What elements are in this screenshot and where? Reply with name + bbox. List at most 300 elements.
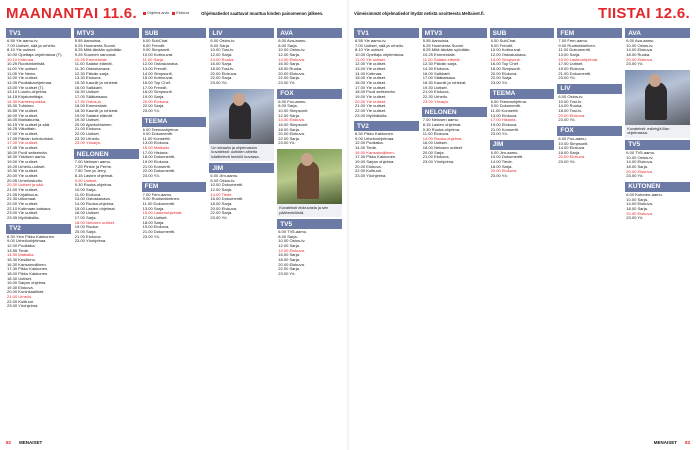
program-item: 14.00 Simpsonit. (490, 57, 521, 62)
channel-block-fox (557, 126, 622, 166)
program-item: 20.00 Elokuva. (626, 57, 653, 62)
program-item: 10.00 Ostos-tv. (626, 43, 654, 48)
program-item: 14.15 Kirjatoimittaja. (7, 94, 44, 99)
rating-icon (143, 12, 146, 15)
channel-block-jim (490, 140, 555, 180)
program-item: 22.00 Sarja. (210, 76, 233, 81)
program-item: 18.30 Ykkösen aamu. (7, 155, 47, 160)
right-page-header (348, 0, 696, 26)
program-item: 23.00 Yö. (490, 174, 508, 179)
channel-name: AVA (277, 28, 342, 38)
program-item: 6.00 Ostos-tv. (210, 39, 236, 43)
program-item: 10.00 Dokumentti. (210, 183, 244, 188)
program-item: 19.30 Yle uutiset. (7, 169, 39, 174)
program-item: 11.05 Yle News. (7, 71, 37, 76)
right-col-5 (625, 28, 690, 432)
program-item: 10.00 Tosi-tv. (558, 99, 583, 104)
program-item: 6.00 Ostos-tv. (558, 94, 584, 99)
program-item: 8.15 Lasten ohjelmat. (422, 122, 462, 127)
channel-name: SUB (142, 28, 207, 38)
program-item: 10.00 Simpsonit. (558, 141, 589, 146)
program-item: 14.00 Elokuva. (558, 146, 586, 151)
program-item: 7.00 Uutiset, sää ja urheilu. (355, 43, 405, 48)
program-item: 11.00 Yle uutiset. (355, 57, 386, 62)
photo-caption: Kuvateksti elokuvasta ja sen päähenkilöstä. (277, 204, 342, 217)
left-page-header (0, 0, 348, 26)
program-item: 14.00 Tiede. (490, 160, 513, 165)
program-item: 8.15 Lasten ohjelmat. (74, 174, 114, 179)
program-item: 22.00 Sarja. (142, 104, 165, 109)
program-item: 12.00 Ostoskanava. (490, 52, 527, 57)
program-list (422, 117, 487, 166)
left-footer (6, 436, 342, 448)
program-item: 14.30 Matkalla. (7, 253, 35, 258)
program-item: 15.30 Kauniit ja rohkeat. (74, 80, 119, 85)
program-item: 10.00 Sarja. (626, 197, 649, 202)
program-item: 23.00 Yö. (626, 62, 644, 67)
program-item: 21.00 Dokumentti. (558, 71, 592, 76)
program-list (422, 38, 487, 105)
program-item: 6.55 Yle aamu-tv. (7, 39, 39, 43)
channel-name: AVA (625, 28, 690, 38)
program-item: 17.00 Sarja. (74, 215, 97, 220)
program-item: 8.00 Frendit. (490, 43, 514, 48)
program-item: 18.30 Kauniit ja rohkeat. (74, 108, 119, 113)
program-item: 16.00 Uutiset. (74, 211, 100, 216)
program-item: 20.00 Elokuva. (142, 99, 170, 104)
program-item: 19.00 Sarja. (142, 94, 165, 99)
program-item: 5.55 Aamuisia. (74, 39, 102, 43)
right-footer (354, 436, 690, 448)
program-item: 10.00 Ostos-tv. (626, 155, 654, 160)
channel-block-tv1 (6, 28, 71, 222)
program-item: 7.50 Tom ja Jerry. (74, 169, 107, 174)
program-item: 22.00 Sarja. (278, 76, 301, 81)
program-item: 10.00 Kotirouvat. (490, 48, 522, 53)
right-brand: MENAISET (653, 439, 677, 445)
channel-name: KUTONEN (625, 182, 690, 192)
program-item: 13.30 Elokuva. (74, 76, 102, 81)
page-fold (347, 0, 349, 450)
program-item: 23.00 Yö. (278, 141, 296, 146)
program-list (354, 131, 419, 180)
program-item: 16.00 Yle uutiset. (355, 80, 387, 85)
program-list (557, 38, 622, 82)
program-item: 22.00 Sarja. (490, 76, 513, 81)
program-item: 13.00 Elokuva. (142, 141, 170, 146)
program-list (490, 150, 555, 180)
program-item: 6.00 Ava-aamu. (278, 39, 307, 43)
channel-name: NELONEN (74, 149, 139, 159)
program-item: 18.00 Dokumentti. (142, 155, 176, 160)
program-item: 10.00 Ostos-tv. (278, 239, 306, 244)
channel-name: TV1 (354, 28, 419, 38)
program-item: 15.00 Matkailu. (142, 146, 171, 151)
program-item: 7.00 Fem-aamu. (142, 192, 173, 197)
program-item: 16.00 Dokumentti. (210, 197, 244, 202)
program-item: 14.00 Tiede. (355, 146, 378, 151)
program-item: 22.10 Kotimaan katsaus. (7, 206, 52, 211)
program-item: 16.00 Kansainvälinen. (355, 150, 395, 155)
program-item: 19.30 Elokuva. (7, 285, 34, 290)
program-item: 19.00 Sarjan ohjelma. (355, 160, 395, 165)
program-list (142, 38, 207, 115)
program-photo (277, 149, 342, 217)
program-list (6, 38, 71, 222)
program-item: 16.00 Sarja. (278, 62, 301, 67)
program-item: 20.00 Elokuva. (355, 164, 382, 169)
program-item: 14.00 Tiede. (210, 192, 233, 197)
program-item: 21.05 Kirjallisuus. (7, 192, 39, 197)
photo-caption: Un ideaalin ja ohjelmaston kuvateksti: uutisten aiheita käsittelevä henkilö kuvassa. (209, 144, 274, 162)
program-item: 6.00 SubChat. (142, 39, 169, 43)
program-item: 6.00 Kutonen-aamu. (626, 192, 663, 197)
program-item: 17.30 Pikku Kakkonen. (355, 155, 397, 160)
program-item: 10.25 Ruotsinkielistä. (7, 62, 46, 67)
program-item: 18.00 Tosi-tv. (558, 108, 583, 113)
program-item: 12.00 Sarja. (278, 113, 301, 118)
program-item: 23.00 Yöohjelma. (74, 239, 107, 244)
person-body-shape (229, 101, 251, 139)
program-item: 21.00 Elokuva. (74, 127, 102, 132)
right-col-1 (354, 28, 419, 432)
program-item: 6.00 Teemaohjelma. (490, 99, 527, 104)
program-item: 23.00 Yö. (490, 80, 508, 85)
program-item: 18.00 Sarja. (278, 127, 301, 132)
program-item: 7.00 Uutiset, sää ja urheilu. (7, 43, 57, 48)
program-item: 20.00 Elokuva. (278, 71, 305, 76)
program-item: 8.25 Mitä tänään syödään. (422, 48, 471, 53)
program-item: 17.00 Historia. (142, 150, 169, 155)
channel-name: NELONEN (422, 107, 487, 117)
program-item: 17.00 Sääkatsaus. (74, 94, 109, 99)
program-item: 22.00 Sarja. (210, 211, 233, 216)
program-item: 16.30 Uutiset. (74, 90, 100, 95)
right-page (354, 28, 690, 432)
program-item: 23.00 Yö. (278, 272, 296, 277)
program-item: 23.05 Myöhäisilta. (7, 215, 40, 220)
left-col-5 (277, 28, 342, 432)
program-item: 13.55 Tiede. (7, 248, 30, 253)
program-item: 22.00 Sarja. (278, 267, 301, 272)
program-item: 12.00 Puoliaika. (7, 243, 36, 248)
channel-name: TV2 (354, 121, 419, 131)
program-item: 16.00 Salkkarit. (422, 71, 451, 76)
program-item: 22.00 Kulttuuri. (7, 299, 35, 304)
program-item: 22.30 Urheilu. (422, 94, 448, 99)
photo-image (625, 70, 690, 125)
program-item: 22.30 Urheilu. (74, 136, 100, 141)
program-item: 18.00 Sarja. (142, 220, 165, 225)
program-item: 18.00 Ruoka. (626, 52, 651, 57)
program-item: 14.00 Ruoka. (558, 104, 583, 109)
program-item: 23.00 Yö. (142, 108, 160, 113)
program-item: 7.00 Fem-aamu. (558, 39, 589, 43)
channel-block-jim (209, 163, 274, 222)
program-item: 14.35 Kanteenpaikka. (7, 99, 47, 104)
program-item: 10.00 Sarja. (74, 188, 97, 193)
program-item: 14.00 Elokuva. (278, 248, 305, 253)
program-item: 5.55 Aamuisia. (422, 39, 450, 43)
channel-block-tv2 (6, 224, 71, 311)
channel-name: FOX (277, 89, 342, 99)
legend-movie: Elokuva (172, 11, 189, 15)
program-photo (209, 89, 274, 162)
program-item: 6.30 Pikku Kakkonen. (355, 132, 395, 137)
program-item: 17.05 Päivän kohokohdat. (7, 136, 54, 141)
program-item: 21.00 Konsertti. (142, 164, 171, 169)
program-item: 21.00 Yle uutiset. (7, 188, 39, 192)
program-item: 18.00 Nelosen uutiset. (422, 146, 464, 151)
program-item: 17.00 Frendit. (142, 85, 168, 90)
program-item: 17.30 Yle uutiset. (7, 141, 39, 146)
left-day-title: MAANANTAI 11.6. (6, 4, 137, 22)
channel-block-nelonen (74, 149, 139, 245)
program-item: 20.00 Sarja. (422, 150, 445, 155)
program-item: 16.00 Sarja. (210, 62, 233, 67)
channel-block-teema (490, 89, 555, 138)
program-item: 12.00 Sarja. (278, 52, 301, 57)
left-col-1 (6, 28, 71, 432)
program-item: 18.00 Puoli seitsemän. (7, 150, 48, 155)
program-item: 16.00 Top Chef. (490, 62, 520, 67)
program-item: 19.00 Yle uutiset. (355, 94, 387, 99)
program-item: 20.00 Sarja. (74, 229, 97, 234)
program-list (557, 136, 622, 166)
channel-name: LIV (209, 28, 274, 38)
program-item: 13.00 Sarja. (142, 206, 165, 211)
program-item: 22.00 Sarja. (278, 136, 301, 141)
program-list (74, 38, 139, 147)
program-item: 20.00 Elokuva. (558, 155, 586, 160)
program-item: 17.00 Yle uutiset. (7, 132, 39, 137)
program-item: 23.00 Yö. (490, 132, 508, 137)
channel-block-ava (625, 28, 690, 68)
program-item: 20.00 Yle uutiset. (7, 174, 39, 179)
program-item: 11.00 Salatut elämät. (422, 57, 461, 62)
program-item: 19.00 Elokuva. (490, 122, 518, 127)
program-item: 21.00 Elokuva. (422, 90, 450, 95)
channel-block-mtv3 (74, 28, 139, 147)
program-item: 23.00 Yösarja. (422, 99, 449, 104)
program-list (625, 38, 690, 68)
program-item: 12.00 Yle uutiset. (355, 62, 387, 67)
left-page (6, 28, 342, 432)
program-item: 16.15 Yle uutiset ja sää. (7, 122, 51, 127)
program-item: 8.25 Mitä tänään syödään. (74, 48, 123, 53)
person-body-shape (297, 161, 319, 199)
left-tagline: Ohjelmatiedot saattavat muuttua kinden painomenon jälkeen. (201, 10, 324, 16)
program-item: 6.00 TV5-aamu. (626, 150, 656, 155)
program-list (142, 127, 207, 180)
program-item: 19.20 Urheilu-uutiset. (7, 164, 46, 169)
right-col-2 (422, 28, 487, 432)
program-item: 16.00 Sarja. (278, 253, 301, 258)
program-item: 20.00 Elokuva. (278, 132, 305, 137)
program-item: 15.00 Yle uutiset. (355, 76, 387, 81)
program-item: 9.00 Urheiluohjelmaa. (355, 136, 395, 141)
program-item: 14.00 Kotimaa. (355, 71, 383, 76)
program-item: 14.00 Ruoka-ohjelma. (422, 136, 463, 141)
program-item: 18.00 Sarja. (490, 164, 513, 169)
program-item: 23.00 Yö. (558, 76, 576, 81)
program-item: 8.00 Ostos-tv. (210, 178, 236, 183)
program-list (490, 99, 555, 138)
channel-block-tv5 (277, 219, 342, 278)
right-page-number: 83 (684, 439, 690, 445)
program-item: 10.00 Simpsonit. (278, 108, 309, 113)
channel-name: FOX (557, 126, 622, 136)
program-item: 20.00 Elokuva. (278, 262, 305, 267)
program-item: 9.30 Ruoka-ohjelma. (422, 127, 461, 132)
legend-rating: Ohjelma-arvio (143, 11, 169, 15)
program-list (557, 94, 622, 124)
program-item: 17.00 Historia. (490, 118, 517, 123)
channel-block-fem (142, 182, 207, 241)
program-item: 20.00 Yle uutiset. (355, 99, 387, 104)
program-item: 17.00 Sääkatsaus. (422, 76, 457, 81)
program-item: 9.00 Urheiluohjelmaa. (7, 239, 47, 244)
program-item: 10.25 Emmerdale. (422, 52, 456, 57)
program-item: 18.00 Sarja. (278, 258, 301, 263)
program-item: 20.00 Elokuva. (626, 211, 653, 216)
program-item: 23.00 Yö. (278, 80, 296, 85)
program-item: 23.00 Yöohjelma. (355, 174, 387, 179)
program-item: 6.25 Huomenta Suomi. (422, 43, 465, 48)
program-item: 19.30 Uutiset. (74, 118, 100, 123)
channel-block-mtv3 (422, 28, 487, 105)
program-item: 12.00 Puoliaika. (355, 141, 384, 146)
program-item: 14.00 Elokuva. (626, 160, 653, 165)
program-item: 17.00 Uutiset. (558, 62, 584, 67)
program-item: 16.00 Salkkarit. (74, 85, 103, 90)
program-item: 12.30 Päivän sarja. (74, 71, 110, 76)
program-item: 8.10 Yle uutiset. (7, 48, 36, 53)
program-item: 17.30 Pikku Kakkonen. (7, 267, 49, 272)
program-item: 18.30 Uutiset. (7, 276, 32, 281)
program-list (209, 173, 274, 222)
person-head-shape (233, 93, 245, 106)
program-item: 10.00 Tosi-tv. (210, 48, 235, 53)
channel-block-liv (557, 84, 622, 124)
program-item: 20.30 Uutiset ja sää. (7, 183, 44, 188)
channel-name: TEEMA (490, 89, 555, 99)
program-item: 18.00 Puoli seitsemän. (355, 90, 396, 95)
program-item: 11.00 Elokuva. (422, 132, 450, 137)
channel-block-kutonen (625, 182, 690, 222)
program-list (277, 99, 342, 148)
program-list (490, 38, 555, 87)
program-item: 21.30 Ulkomaat. (7, 197, 37, 202)
program-item: 23.00 Yösarja. (74, 141, 101, 146)
program-item: 20.00 Elokuva. (558, 113, 586, 118)
program-item: 6.55 Yle aamu-tv. (355, 39, 387, 43)
program-list (142, 192, 207, 241)
channel-name: FEM (557, 28, 622, 38)
program-item: 6.00 Ava-aamu. (626, 39, 655, 43)
left-col-2 (74, 28, 139, 432)
program-item: 9.00 Ruotsinkielinen. (142, 197, 181, 202)
left-col-3 (142, 28, 207, 432)
program-item: 21.00 Konsertti. (490, 127, 519, 132)
program-item: 21.00 Urheilu. (7, 295, 33, 300)
program-item: 18.00 Ruoka. (278, 66, 303, 71)
program-item: 23.00 Yö. (142, 174, 160, 179)
channel-name: MTV3 (422, 28, 487, 38)
program-item: 10.00 Kotirouvat. (142, 52, 174, 57)
program-item: 18.00 Simpsonit. (490, 66, 521, 71)
program-item: 6.00 Fox-aamu. (558, 136, 587, 141)
program-item: 15.55 Yle uutiset. (7, 108, 39, 113)
channel-block-tv5 (625, 140, 690, 180)
program-item: 11.00 Dokumentti. (142, 202, 176, 207)
program-item: 6.00 SubChat. (490, 39, 517, 43)
right-col-3 (490, 28, 555, 432)
program-item: 20.00 Elokuva. (490, 169, 518, 174)
photo-image (277, 149, 342, 204)
person-body-shape (645, 82, 667, 120)
program-list (277, 229, 342, 278)
program-item: 9.25 Suomen sanomat. (74, 52, 117, 57)
program-item: 12.00 Ostoskanava. (142, 62, 179, 67)
program-item: 9.00 Simpsonit. (142, 48, 171, 53)
program-item: 12.00 Sarja. (278, 244, 301, 249)
program-item: 8.10 Yle uutiset. (355, 48, 384, 53)
channel-block-fem (557, 28, 622, 82)
program-item: 12.05 Puoliaikaohjelmaa. (7, 80, 53, 85)
program-item: 23.00 Yö. (558, 160, 576, 165)
program-item: 19.00 Ruoka. (74, 225, 99, 230)
program-item: 18.00 Simpsonit. (142, 90, 173, 95)
program-item: 18.30 Kauniit ja rohkeat. (422, 80, 467, 85)
program-item: 14.00 Elokuva. (278, 57, 305, 62)
program-item: 23.00 Myöhäisilta. (355, 113, 388, 118)
program-item: 6.25 Huomenta Suomi. (74, 43, 117, 48)
program-item: 22.00 Yle uutiset. (355, 108, 387, 113)
program-item: 21.00 Yle uutiset. (355, 104, 387, 109)
program-item: 6.00 Fox-aamu. (278, 99, 307, 104)
program-item: 15.00 Lastenohjelmat. (142, 211, 183, 216)
program-list (6, 234, 71, 311)
program-list (74, 159, 139, 245)
program-item: 20.00 Kuninkaalliset. (7, 290, 45, 295)
program-item: 8.00 Sarja. (278, 104, 298, 109)
person-head-shape (301, 153, 313, 166)
program-item: 15.30 Kesäkino. (7, 257, 37, 262)
program-item: 15.00 Lasten ohjelmat. (74, 206, 116, 211)
program-item: 19.00 Sarjan ohjelma. (7, 281, 47, 286)
channel-block-fox (277, 89, 342, 148)
program-item: 13.00 Ostoskanava. (74, 197, 111, 202)
program-item: 20.00 Elokuva. (210, 71, 238, 76)
program-item: 8.00 Sarja. (210, 43, 230, 48)
program-item: 11.00 Elokuva. (74, 192, 102, 197)
program-item: 23.00 Yöohjelma. (422, 160, 455, 165)
program-list (625, 192, 690, 222)
program-item: 17.00 Uutiset. (142, 216, 168, 220)
program-item: 16.05 Mainakunta. (7, 118, 41, 123)
program-item: 18.00 Sarja. (626, 206, 649, 211)
program-item: 20.00 Elokuva. (626, 169, 653, 174)
channel-name: MTV3 (74, 28, 139, 38)
program-item: 15.00 Kotirouvat. (142, 76, 174, 81)
program-item: 22.00 Dokumentti. (142, 169, 176, 174)
program-item: 10.00 Opettaja ohjelmistoa (T). (7, 52, 63, 57)
program-item: 7.00 Nelosen aamu. (422, 118, 460, 123)
program-item: 7.00 Nelosen aamu. (74, 160, 112, 165)
program-item: 19.00 Elokuva. (558, 66, 586, 71)
channel-block-tv2 (354, 121, 419, 180)
